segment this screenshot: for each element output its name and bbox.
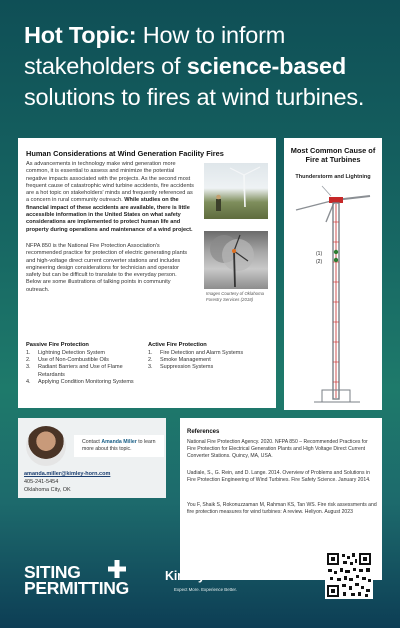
turbine-diagram [284,182,382,408]
brand-line-1: SITING [24,562,81,582]
headline-hot-topic: Hot Topic: [24,22,137,48]
headline-text-1: How to inform stakeholders of [24,22,286,79]
location: Oklahoma City, OK [24,487,71,493]
list-number: 2. [148,357,153,364]
fire-cause-title: Most Common Cause of Fire at Turbines [290,146,376,164]
phone-number: 405-241-5454 [24,479,59,485]
brand-line-2: PERMITTING [24,578,129,598]
list-text: Smoke Management [160,357,211,364]
list-number: 4. [26,378,31,385]
passive-fire-title: Passive Fire Protection [26,342,89,348]
email-link[interactable]: amanda.miller@kimley-horn.com [24,471,111,477]
list-item [26,357,144,364]
list-text: Applying Condition Monitoring Systems [38,378,134,385]
reference-item: National Fire Protection Agency. 2020. NFPA 850 – Recommended Practices for Fire Protection for Electrical Generation Plants and High Voltage Direct Current Converter Stations. Quincy, MA, USA. [187,439,368,459]
kimley-horn-logo [165,569,240,583]
contact-name: Amanda Miller [101,439,137,445]
contact-callout [74,435,164,457]
list-number: 2. [26,357,31,364]
label-2: (2) [316,259,323,265]
nfpa-paragraph: NFPA 850 is the National Fire Protection Association's recommended practice for protection of electric generating plants and high-voltage direct current converter stations and includes engineering design considerations for technician and operator safety but can be difficult to translate to the everyday person. Below are some illustrations of talking points in community outreach. [26,243,188,293]
nacelle [329,197,343,203]
poster-headline [24,20,384,113]
reference-item: Uadiale, S., G. Rein, and D. Lange. 2014. Overview of Problems and Solutions in Fire Protection Engineering of Wind Turbines. Fire Safety Science. January 2014. [187,470,371,483]
fire-cause-subtitle: Thunderstorm and Lightning [295,174,371,180]
references-title: References [187,429,220,435]
list-number: 1. [148,350,153,356]
turbine-field-photo [204,163,268,219]
intro-paragraph [26,161,194,234]
contact-suffix: to learn more about this topic. [82,439,156,452]
main-panel [18,138,276,408]
intro-bold-text: While studies on the financial impact of these accidents are available, there is little accessible information in the United States on what safety considerations are implemented to protect human life and property during operations and maintenance of a wind project. [26,197,193,233]
intro-text: As advancements in technology make wind generation more common, it is essential to assess and minimize the potential negative impacts associated with the projects. As the second most frequent cause of catastrophic wind turbine accidents, fire accidents are a hot topic on stakeholders' minds and frequently referenced as a concern in rural community outreach. [26,161,194,204]
list-item [26,379,144,386]
turbine-field-photo-art [204,163,268,219]
headline-text-2: solutions to fires at wind turbines. [24,84,365,110]
contact-panel [18,418,166,498]
avatar [26,426,66,466]
reference-item: You F, Shaik S, Rokonuzzaman M, Rahman KS, Tan WS. Fire risk assessments and fire protection measures for wind turbines: A review. Heliyon. August 2023 [187,502,377,515]
headline-science-based: science-based [186,53,347,79]
list-item [26,350,144,357]
kh-right: Horn [211,569,240,583]
kimley-horn-tagline: Expect More. Experience Better. [174,587,237,592]
list-item [148,350,272,357]
list-item [148,364,272,371]
photo-caption: Images Courtesy of Oklahoma Forestry Services (2018) [206,291,265,302]
turbine-fire-photo-art [204,231,268,289]
list-text: Use of Non-Combustible Oils [38,357,109,364]
list-item [26,364,144,378]
active-fire-title: Active Fire Protection [148,342,207,348]
list-number: 3. [148,364,153,371]
list-text: Suppression Systems [160,364,214,371]
contact-prefix: Contact [82,439,102,445]
qr-code-icon[interactable] [325,551,373,599]
list-item [148,357,272,364]
list-text: Fire Detection and Alarm Systems [160,350,244,356]
turbine-fire-photo [204,231,268,289]
list-number: 1. [26,350,31,356]
list-number: 3. [26,364,31,371]
label-1: (1) [316,251,323,257]
passive-fire-list [26,350,144,386]
list-text: Lightning Detection System [38,350,105,356]
fire-cause-panel [284,138,382,410]
lightning-bolt-icon [322,186,331,196]
kh-left: Kimley [165,569,205,583]
list-text: Radiant Barriers and Use of Flame Retardants [38,364,123,378]
linkedin-label: Connect with Amanda on LinkedIn [316,534,382,547]
active-fire-list [148,350,272,372]
kh-arrows: » [204,569,212,583]
main-panel-title: Human Considerations at Wind Generation Facility Fires [26,149,224,158]
plus-icon [108,560,126,578]
